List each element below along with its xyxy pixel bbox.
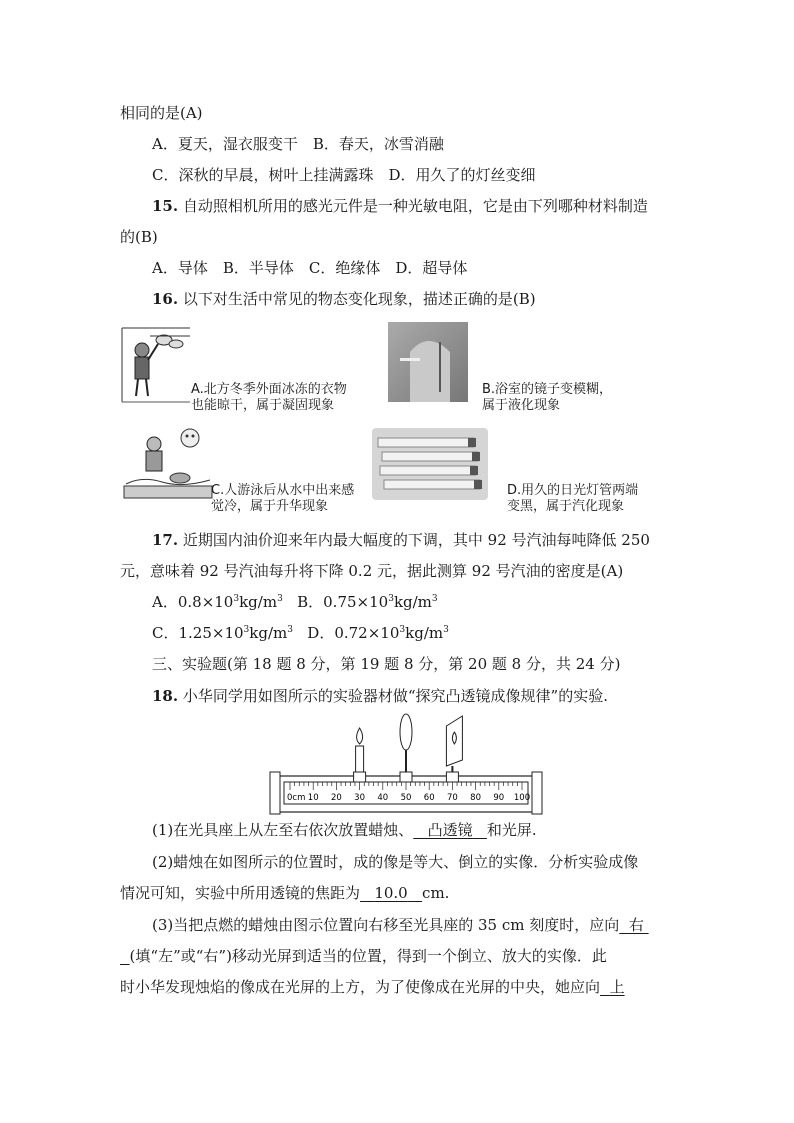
q18-part1-blank: 凸透镜 bbox=[427, 821, 473, 839]
q18-part3-blank-tail bbox=[120, 947, 130, 965]
q18-part1-text-a: (1)在光具座上从左至右依次放置蜡烛、 bbox=[152, 821, 414, 839]
caption-a-line1: A.北方冬季外面冰冻的衣物 bbox=[191, 382, 347, 397]
figure-optical-bench bbox=[268, 710, 544, 816]
q17-b-value: 0.75×10 bbox=[323, 593, 389, 611]
q17-c-label: C． bbox=[152, 624, 179, 642]
q17-options-ab bbox=[152, 592, 438, 612]
figure-a-frozen-clothes bbox=[120, 326, 192, 404]
q18-part3-line3 bbox=[120, 977, 625, 997]
q17-c-unit: kg/m bbox=[249, 624, 288, 642]
q17-a-label: A． bbox=[152, 593, 178, 611]
caption-d-line1: D.用久的日光灯管两端 bbox=[507, 483, 639, 498]
section-3-heading: 三、实验题(第 18 题 8 分，第 19 题 8 分，第 20 题 8 分，共 24 分) bbox=[152, 655, 621, 673]
q18-part2-text-b: 情况可知，实验中所用透镜的焦距为 bbox=[120, 884, 361, 902]
ruler-tick-label: 80 bbox=[470, 793, 482, 803]
q17-stem bbox=[152, 530, 650, 550]
q17-c-value: 1.25×10 bbox=[178, 624, 244, 642]
q18-part3-blank2: 上 bbox=[609, 978, 625, 996]
ruler-tick-label: 0cm bbox=[287, 793, 306, 803]
ruler-tick-label: 70 bbox=[446, 793, 458, 803]
q17-c-exp: 3 bbox=[243, 625, 250, 635]
q17-stem-cont: 元，意味着 92 号汽油每升将下降 0.2 元，据此测算 92 号汽油的密度是(A) bbox=[120, 562, 624, 580]
q18-part3-blank: 右 bbox=[628, 916, 644, 934]
q18-part1-text-b: 和光屏. bbox=[486, 821, 537, 839]
ruler-tick-label: 60 bbox=[423, 793, 435, 803]
q17-d-exp: 3 bbox=[399, 625, 406, 635]
light-screen bbox=[446, 716, 462, 782]
q17-text: 近期国内油价迎来年内最大幅度的下调，其中 92 号汽油每吨降低 250 bbox=[182, 531, 650, 549]
q16-text: 以下对生活中常见的物态变化现象，描述正确的是(B) bbox=[182, 290, 536, 308]
q18-part2-unit: cm. bbox=[422, 884, 450, 902]
q18-part1 bbox=[152, 820, 537, 840]
q16-number: 16. bbox=[152, 290, 179, 308]
q14-options-ab: A．夏天，湿衣服变干 B．春天，冰雪消融 bbox=[152, 135, 444, 153]
q18-part2-line1: (2)蜡烛在如图所示的位置时，成的像是等大、倒立的实像．分析实验成像 bbox=[152, 853, 639, 871]
caption-a-line2: 也能晾干，属于凝固现象 bbox=[191, 398, 335, 413]
ruler-tick-label: 90 bbox=[493, 793, 505, 803]
q17-b-unit-exp: 3 bbox=[431, 594, 438, 604]
q17-a-exp: 3 bbox=[233, 594, 240, 604]
q17-a-unit: kg/m bbox=[239, 593, 278, 611]
caption-b-line2: 属于液化现象 bbox=[482, 398, 561, 413]
convex-lens bbox=[400, 714, 412, 782]
q15-options: A．导体 B．半导体 C．绝缘体 D．超导体 bbox=[152, 259, 468, 277]
q16-stem bbox=[152, 289, 536, 309]
q17-d-value: 0.72×10 bbox=[334, 624, 400, 642]
q18-part3-text-c: 时小华发现烛焰的像成在光屏的上方，为了使像成在光屏的中央，她应向 bbox=[120, 978, 601, 996]
q15-number: 15. bbox=[152, 197, 179, 215]
q18-stem bbox=[152, 686, 608, 706]
caption-c-line2: 觉冷，属于升华现象 bbox=[211, 499, 329, 514]
q15-stem bbox=[152, 196, 648, 216]
line-q14-stem-end: 相同的是(A) bbox=[120, 104, 203, 122]
q18-part2-blank: 10.0 bbox=[374, 884, 408, 902]
candle bbox=[354, 728, 366, 782]
ruler-tick-label: 10 bbox=[307, 793, 319, 803]
q17-a-value: 0.8×10 bbox=[177, 593, 234, 611]
figure-d-fluorescent-tubes bbox=[372, 428, 488, 500]
q18-part2-line2 bbox=[120, 883, 449, 903]
q18-text: 小华同学用如图所示的实验器材做“探究凸透镜成像规律”的实验. bbox=[182, 687, 608, 705]
q18-part3-line1 bbox=[152, 915, 649, 935]
q14-options-cd: C．深秋的早晨，树叶上挂满露珠 D．用久了的灯丝变细 bbox=[152, 166, 536, 184]
q15-text: 自动照相机所用的感光元件是一种光敏电阻，它是由下列哪种材料制造 bbox=[182, 197, 648, 215]
q17-b-unit: kg/m bbox=[393, 593, 432, 611]
q18-part3-text-b: (填“左”或“右”)移动光屏到适当的位置，得到一个倒立、放大的实像．此 bbox=[129, 947, 607, 965]
ruler-tick-label: 100 bbox=[513, 793, 531, 803]
q17-c-unit-exp: 3 bbox=[287, 625, 293, 635]
q15-answer: 的(B) bbox=[120, 228, 158, 246]
q18-part3-line2 bbox=[120, 946, 607, 966]
q18-number: 18. bbox=[152, 687, 179, 705]
caption-c-line1: C.人游泳后从水中出来感 bbox=[211, 483, 355, 498]
q17-d-unit-exp: 3 bbox=[443, 625, 449, 635]
caption-d-line2: 变黑，属于汽化现象 bbox=[507, 499, 625, 514]
q17-d-label: D． bbox=[307, 624, 335, 642]
ruler-tick-label: 20 bbox=[330, 793, 342, 803]
ruler-tick-label: 40 bbox=[377, 793, 389, 803]
q17-d-unit: kg/m bbox=[405, 624, 444, 642]
q17-a-unit-exp: 3 bbox=[277, 594, 283, 604]
q17-options-cd bbox=[152, 623, 449, 643]
figure-c-swimmer bbox=[122, 426, 214, 500]
caption-b-line1: B.浴室的镜子变模糊， bbox=[482, 382, 613, 397]
figure-b-bathroom-mirror bbox=[388, 322, 468, 402]
q17-b-exp: 3 bbox=[388, 594, 394, 604]
ruler-tick-label: 30 bbox=[354, 793, 366, 803]
q18-part3-text-a: (3)当把点燃的蜡烛由图示位置向右移至光具座的 35 cm 刻度时，应向 bbox=[152, 916, 620, 934]
q17-number: 17. bbox=[152, 531, 179, 549]
ruler-tick-label: 50 bbox=[400, 793, 412, 803]
q17-b-label: B． bbox=[297, 593, 324, 611]
